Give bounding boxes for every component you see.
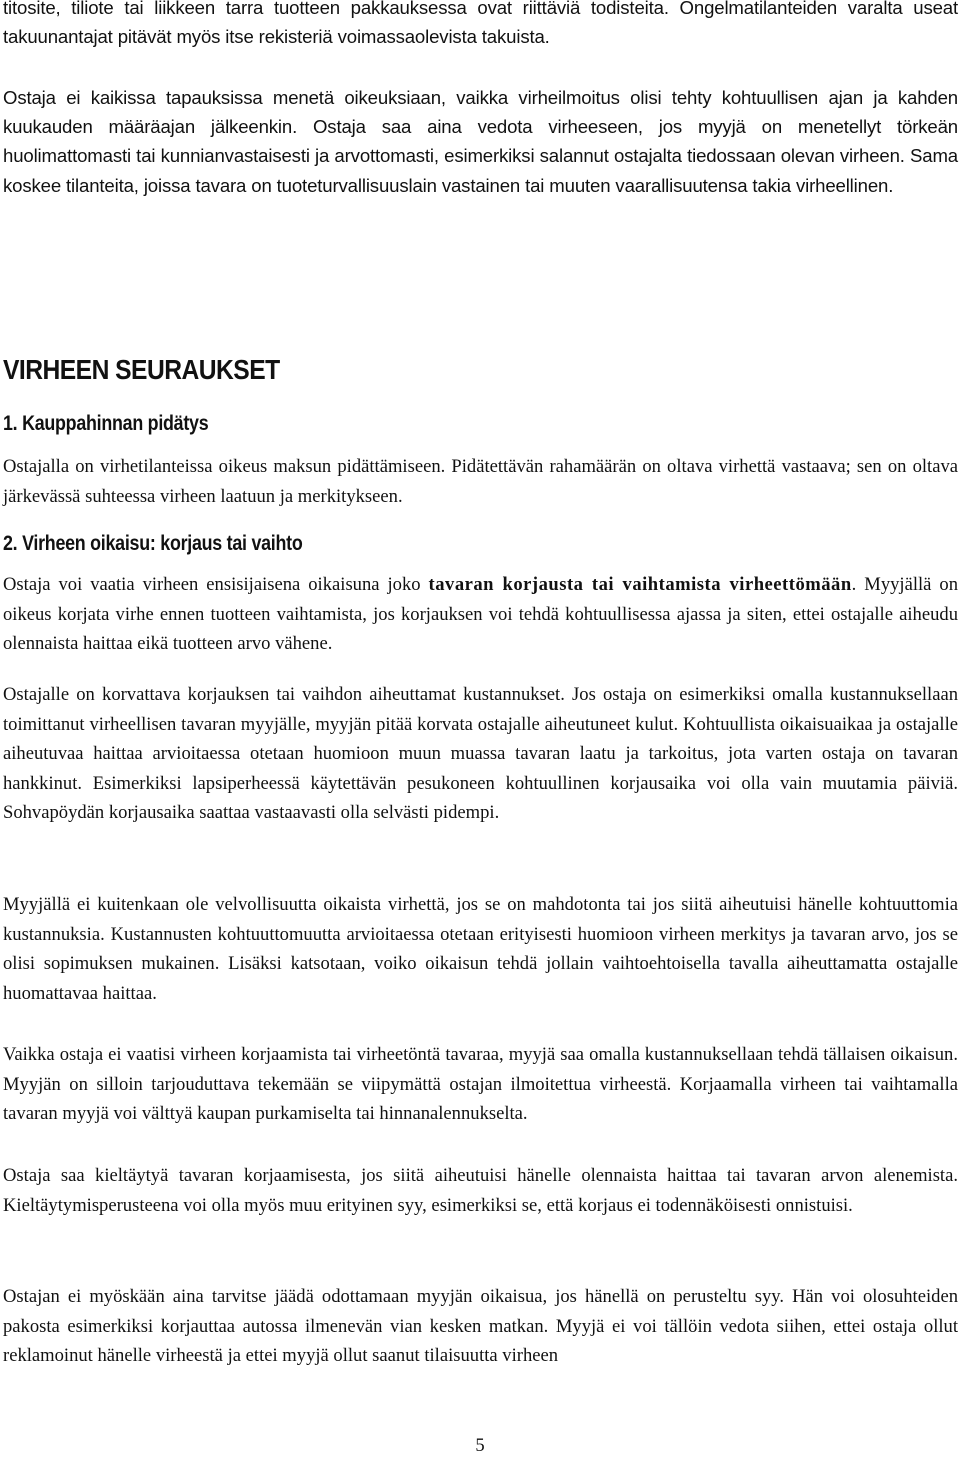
sub2-paragraph-5: Ostaja saa kieltäytyä tavaran korjaamisesta, jos siitä aiheutuisi hänelle olennaista haittaa tai tavaran arvon alenemista. Kieltäytymisperusteena voi olla myös muu erityinen syy, esimerkiksi se, että korjaus ei todennäköisesti onnistuisi. bbox=[3, 1165, 958, 1216]
intro-paragraph-1: titosite, tiliote tai liikkeen tarra tuotteen pakkauksessa ovat riittäviä todisteita. Ongelmatilanteiden varalta useat takuunantajat pitävät myös itse rekisteriä voimassaolevista takuista. bbox=[3, 0, 958, 48]
subsection-title-2: 2. Virheen oikaisu: korjaus tai vaihto bbox=[3, 532, 303, 555]
sub2-p1-bold: tavaran korjausta tai vaihtamista virheettömään bbox=[428, 574, 852, 595]
sub2-paragraph-6: Ostajan ei myöskään aina tarvitse jäädä odottamaan myyjän oikaisua, jos hänellä on perusteltu syy. Hän voi olosuhteiden pakosta esimerkiksi korjauttaa autossa ilmenevän vian kesken matkan. Myyjä ei voi tällöin vedota siihen, ettei ostaja ollut reklamoinut hänelle virheestä ja ettei myyjä ollut saanut tilaisuutta virheen bbox=[3, 1286, 958, 1366]
sub2-p1-end: . Myyjällä on oikeus korjata virhe ennen tuotteen vaihtamista, jos korjauksen voi tehdä kohtuullisessa ajassa ja siten, ettei ostajalle aiheudu olennaista haittaa eikä tuotteen arvo vähene. bbox=[3, 574, 958, 654]
sub2-p1-start: Ostaja voi vaatia virheen ensisijaisena oikaisuna joko bbox=[3, 574, 429, 595]
page-number: 5 bbox=[475, 1435, 485, 1456]
subsection-title-1: 1. Kauppahinnan pidätys bbox=[3, 412, 209, 435]
section-title: VIRHEEN SEURAUKSET bbox=[3, 354, 280, 385]
sub2-paragraph-4: Vaikka ostaja ei vaatisi virheen korjaamista tai virheetöntä tavaraa, myyjä saa omalla kustannuksellaan tehdä tällaisen oikaisun. Myyjän on silloin tarjouduttava tekemään se viipymättä ostajan ilmoitettua virheestä. Korjaamalla virheen tai vaihtamalla tavaran myyjä voi välttyä kaupan purkamiselta tai hinnanalennukselta. bbox=[3, 1044, 958, 1124]
sub2-paragraph-3: Myyjällä ei kuitenkaan ole velvollisuutta oikaista virhettä, jos se on mahdotonta tai jos siitä aiheutuisi hänelle kohtuuttomia kustannuksia. Kustannusten kohtuuttomuutta arvioitaessa otetaan erityisesti huomioon virheen merkitys ja tavaran arvo, jos se olisi sopimuksen mukainen. Lisäksi katsotaan, voiko oikaisun tehdä jollain vaihtoehtoisella tavalla aiheuttamatta ostajalle huomattavaa haittaa. bbox=[3, 894, 958, 1004]
sub1-paragraph-1: Ostajalla on virhetilanteissa oikeus maksun pidättämiseen. Pidätettävän rahamäärän on oltava virhettä vastaava; sen on oltava järkevässä suhteessa virheen laatuun ja merkitykseen. bbox=[3, 456, 958, 507]
intro-paragraph-2: Ostaja ei kaikissa tapauksissa menetä oikeuksiaan, vaikka virheilmoitus olisi tehty kohtuullisen ajan ja kahden kuukauden määräajan jälkeenkin. Ostaja saa aina vedota virheeseen, jos myyjä on menetellyt törkeän huolimattomasti tai kunnianvastaisesti ja arvottomasti, esimerkiksi salannut ostajalta tiedossaan olevan virheen. Sama koskee tilanteita, joissa tavara on tuoteturvallisuuslain vastainen tai muuten vaarallisuutensa takia virheellinen. bbox=[3, 87, 958, 196]
sub2-paragraph-1 bbox=[3, 570, 958, 659]
sub2-paragraph-2: Ostajalle on korvattava korjauksen tai vaihdon aiheuttamat kustannukset. Jos ostaja on esimerkiksi omalla kustannuksellaan toimittanut virheellisen tavaran myyjälle, myyjän pitää korvata ostajalle aiheutuneet kulut. Kohtuullista oikaisuaikaa ja ostajalle aiheutuvaa haittaa arvioitaessa otetaan huomioon muun muassa tavaran laatu ja tarkoitus, jota varten ostaja on tavaran hankkinut. Esimerkiksi lapsiperheessä käytettävän pesukoneen kohtuullinen korjausaika voi olla vain muutamia päiviä. Sohvapöydän korjausaika saattaa vastaavasti olla selvästi pidempi. bbox=[3, 684, 958, 823]
